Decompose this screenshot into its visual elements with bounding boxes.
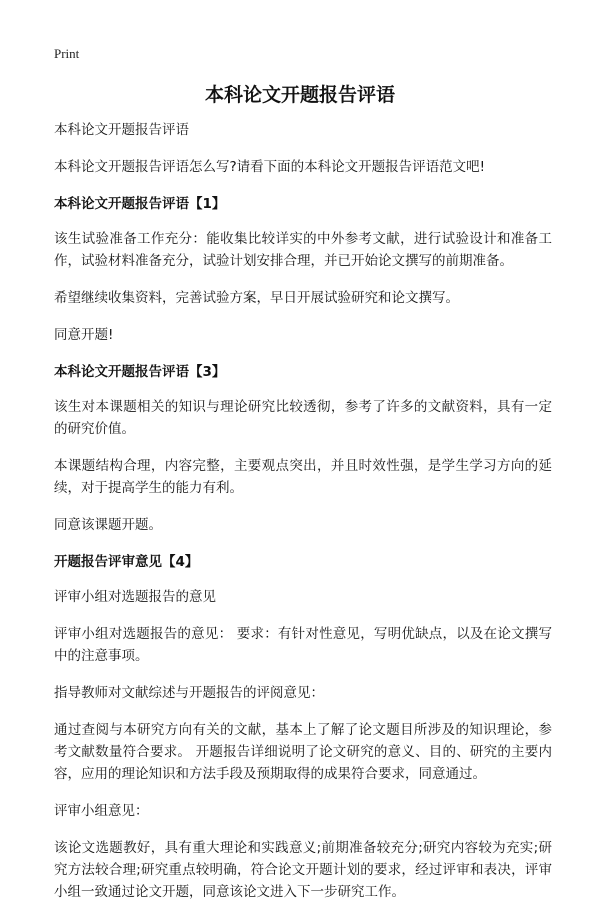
- document-body: [54, 119, 552, 918]
- section2-paragraph-2: 本课题结构合理，内容完整，主要观点突出，并且时效性强，是学生学习方向的延续，对于提高学生的能力有利。: [54, 458, 552, 496]
- section3-paragraph-5: 评审小组意见：: [54, 803, 149, 819]
- section3-paragraph-1: 评审小组对选题报告的意见: [54, 589, 216, 605]
- section1-paragraph-1: 该生试验准备工作充分：能收集比较详实的中外参考文献，进行试验设计和准备工作，试验材料准备充分，试验计划安排合理，并已开始论文撰写的前期准备。: [54, 231, 552, 269]
- intro-subtitle: 本科论文开题报告评语: [54, 122, 189, 138]
- section-heading-4: 开题报告评审意见【4】: [54, 554, 199, 570]
- section3-paragraph-3: 指导教师对文献综述与开题报告的评阅意见：: [54, 685, 324, 701]
- print-label[interactable]: Print: [54, 46, 80, 61]
- section-heading-3: 本科论文开题报告评语【3】: [54, 364, 226, 380]
- section3-paragraph-4: 通过查阅与本研究方向有关的文献，基本上了解了论文题目所涉及的知识理论，参考文献数量符合要求。 开题报告详细说明了论文研究的意义、目的、研究的主要内容，应用的理论知识和方法手段及预期取得的成果符合要求，同意通过。: [54, 722, 552, 782]
- section2-paragraph-1: 该生对本课题相关的知识与理论研究比较透彻，参考了许多的文献资料，具有一定的研究价值。: [54, 399, 552, 437]
- section1-paragraph-3: 同意开题!: [54, 327, 114, 343]
- section2-paragraph-3: 同意该课题开题。: [54, 517, 162, 533]
- section1-paragraph-2: 希望继续收集资料，完善试验方案，早日开展试验研究和论文撰写。: [54, 290, 459, 306]
- section3-paragraph-2: 评审小组对选题报告的意见： 要求：有针对性意见，写明优缺点，以及在论文撰写中的注意事项。: [54, 626, 552, 664]
- section-heading-1: 本科论文开题报告评语【1】: [54, 196, 226, 212]
- section3-paragraph-6: 该论文选题教好，具有重大理论和实践意义;前期准备较充分;研究内容较为充实;研究方法较合理;研究重点较明确，符合论文开题计划的要求，经过评审和表决，评审小组一致通过论文开题，同意该论文进入下一步研究工作。: [54, 840, 552, 900]
- intro-lead: 本科论文开题报告评语怎么写?请看下面的本科论文开题报告评语范文吧!: [54, 159, 486, 175]
- page-title: 本科论文开题报告评语: [204, 84, 395, 106]
